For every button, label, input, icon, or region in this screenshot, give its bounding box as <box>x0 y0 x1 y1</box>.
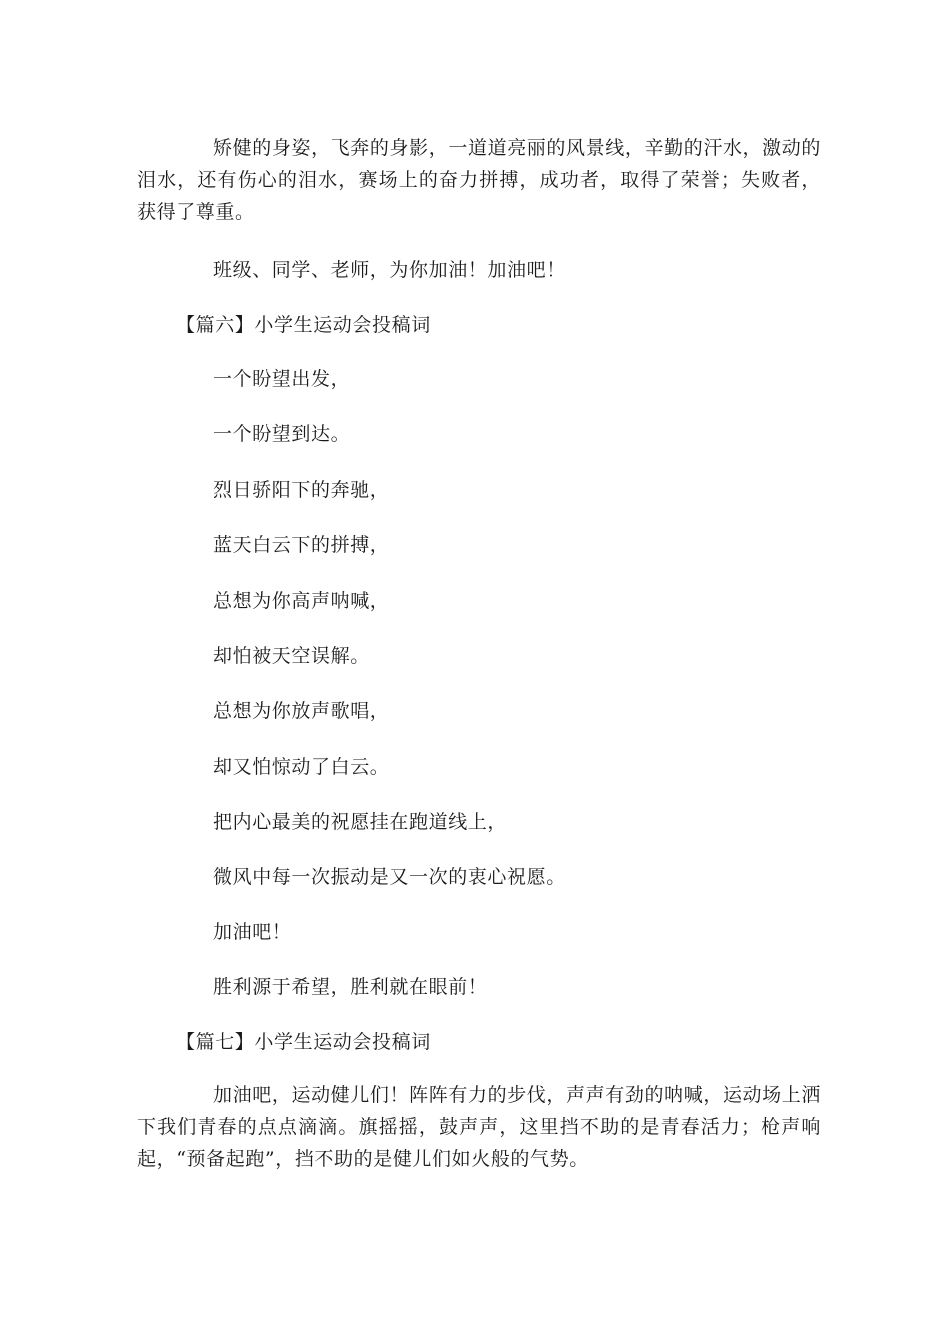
poem-line: 一个盼望到达。 <box>213 423 351 445</box>
poem-line: 却怕被天空误解。 <box>213 645 370 667</box>
poem-line: 把内心最美的祝愿挂在跑道线上， <box>213 811 508 833</box>
poem-line: 烈日骄阳下的奔驰， <box>213 479 390 501</box>
poem-line: 一个盼望出发， <box>213 368 351 390</box>
poem-line: 加油吧！ <box>213 921 292 943</box>
section-title-part6: 【篇六】小学生运动会投稿词 <box>176 314 431 336</box>
poem-line: 却又怕惊动了白云。 <box>213 756 390 778</box>
paragraph-intro-1: 矫健的身姿，飞奔的身影，一道道亮丽的风景线，辛勤的汗水，激动的泪水，还有伤心的泪水，赛场上的奋力拼搏，成功者，取得了荣誉；失败者，获得了尊重。 <box>137 137 821 223</box>
section-title-part7: 【篇七】小学生运动会投稿词 <box>176 1031 431 1053</box>
poem-line: 蓝天白云下的拼搏， <box>213 534 390 556</box>
poem-line: 总想为你放声歌唱， <box>213 700 390 722</box>
paragraph-intro-2: 班级、同学、老师，为你加油！加油吧！ <box>213 259 566 281</box>
poem-line: 胜利源于希望，胜利就在眼前！ <box>213 976 488 998</box>
poem-line: 微风中每一次振动是又一次的衷心祝愿。 <box>213 866 566 888</box>
poem-line: 总想为你高声呐喊， <box>213 590 390 612</box>
paragraph-part7-1: 加油吧，运动健儿们！阵阵有力的步伐，声声有劲的呐喊，运动场上洒下我们青春的点点滴滴。旗摇摇，鼓声声，这里挡不助的是青春活力；枪声响起，“预备起跑”，挡不助的是健儿们如火般的气势。 <box>137 1084 821 1170</box>
